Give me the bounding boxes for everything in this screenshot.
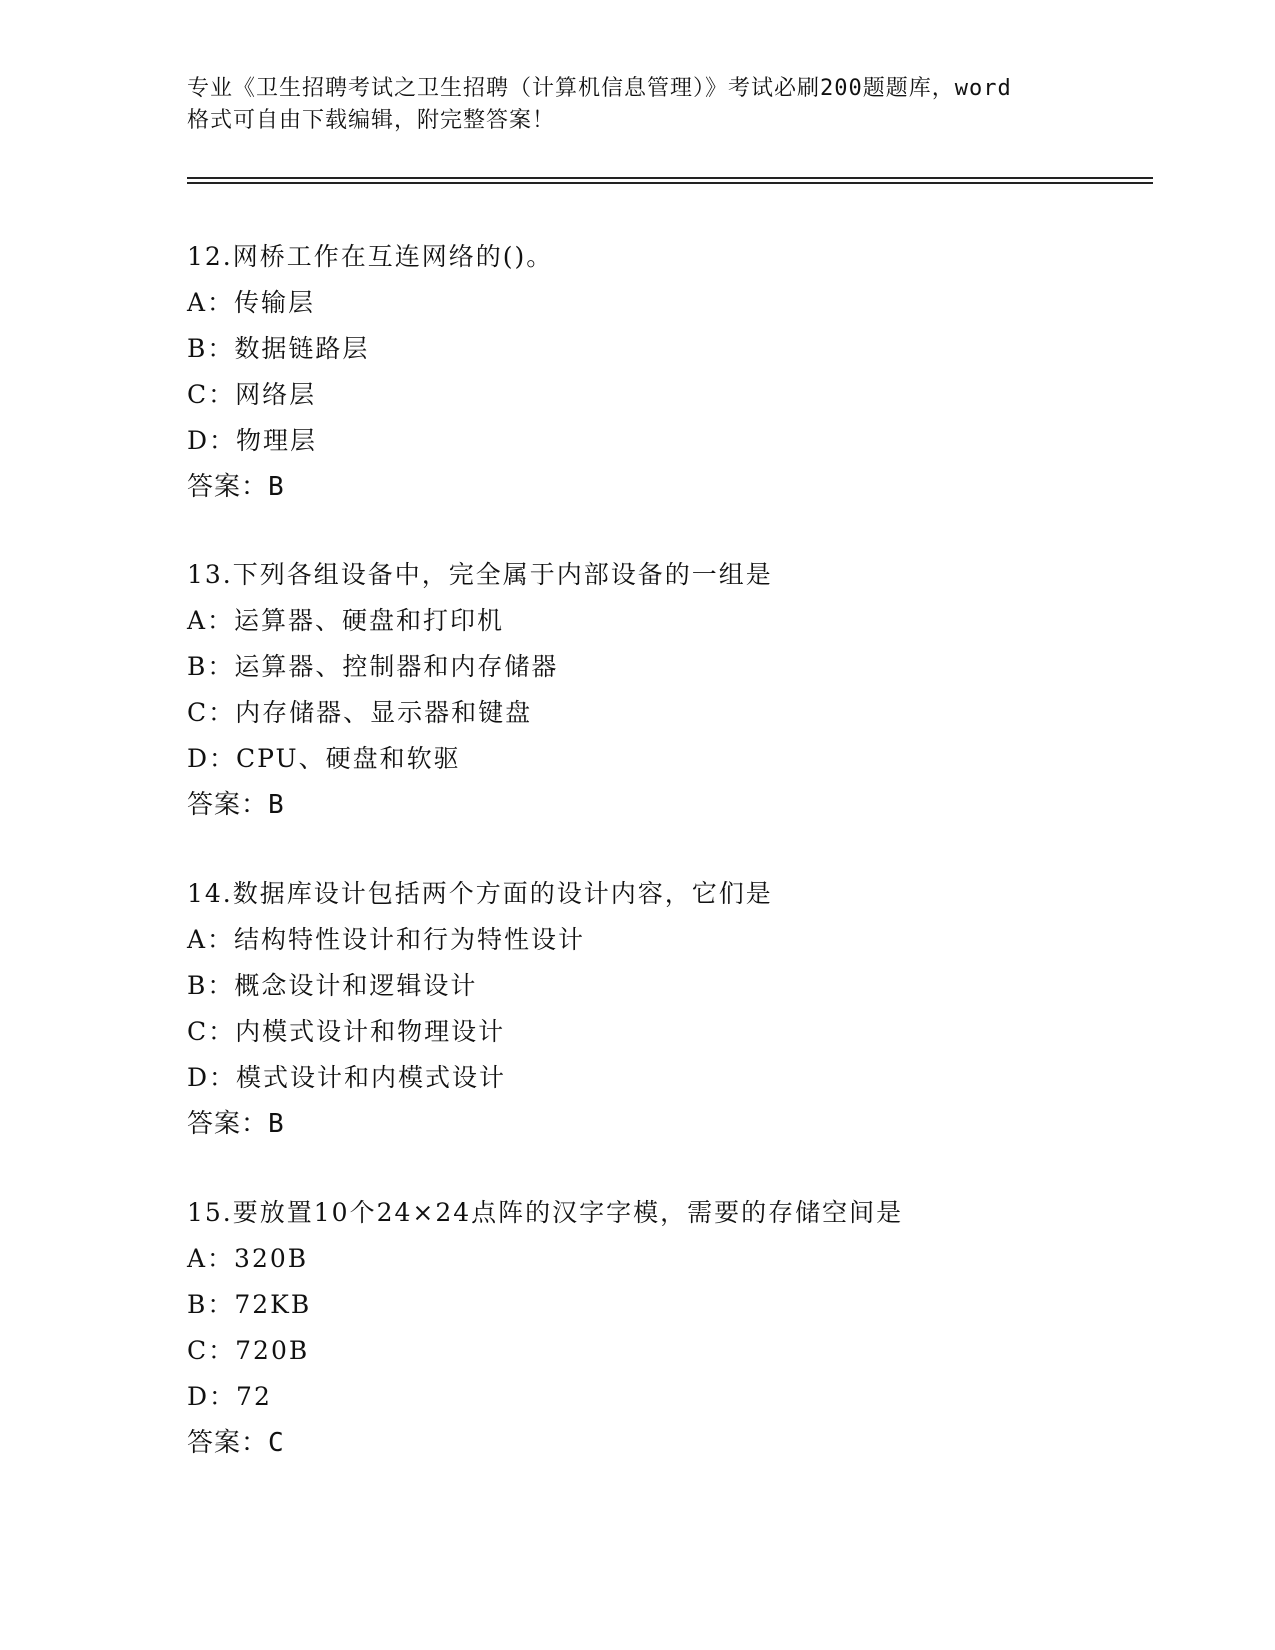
answer-line: 答案：B [187, 1109, 285, 1139]
question-stem: 14.数据库设计包括两个方面的设计内容，它们是 [187, 879, 773, 908]
question-15 [187, 1190, 1147, 1466]
option-c: C：内存储器、显示器和键盘 [187, 698, 533, 727]
answer-line: 答案：B [187, 472, 285, 502]
option-a: A：结构特性设计和行为特性设计 [187, 925, 586, 954]
option-a: A：传输层 [187, 288, 316, 317]
question-stem: 13.下列各组设备中，完全属于内部设备的一组是 [187, 560, 773, 589]
option-c: C：网络层 [187, 380, 317, 409]
option-d: D：CPU、硬盘和软驱 [187, 744, 461, 773]
option-b: B：数据链路层 [187, 334, 370, 363]
option-c: C：720B [187, 1336, 310, 1365]
document-header [187, 73, 1087, 137]
option-b: B：概念设计和逻辑设计 [187, 971, 478, 1000]
question-12 [187, 234, 1147, 510]
option-a: A：320B [187, 1244, 309, 1273]
question-14 [187, 871, 1147, 1147]
option-d: D：物理层 [187, 426, 318, 455]
header-title-line-1: 专业《卫生招聘考试之卫生招聘（计算机信息管理）》考试必刷200题题库，word [187, 76, 1012, 101]
answer-line: 答案：B [187, 790, 285, 820]
option-a: A：运算器、硬盘和打印机 [187, 606, 505, 635]
option-d: D：72 [187, 1382, 272, 1411]
option-c: C：内模式设计和物理设计 [187, 1017, 506, 1046]
option-d: D：模式设计和内模式设计 [187, 1063, 507, 1092]
header-divider-bottom [187, 182, 1153, 184]
question-stem: 12.网桥工作在互连网络的()。 [187, 242, 554, 271]
header-title-line-2: 格式可自由下载编辑，附完整答案！ [187, 108, 556, 133]
question-13 [187, 552, 1147, 828]
answer-line: 答案：C [187, 1428, 285, 1458]
option-b: B：运算器、控制器和内存储器 [187, 652, 559, 681]
header-divider-top [187, 177, 1153, 179]
option-b: B：72KB [187, 1290, 312, 1319]
question-stem: 15.要放置10个24×24点阵的汉字字模，需要的存储空间是 [187, 1198, 904, 1227]
